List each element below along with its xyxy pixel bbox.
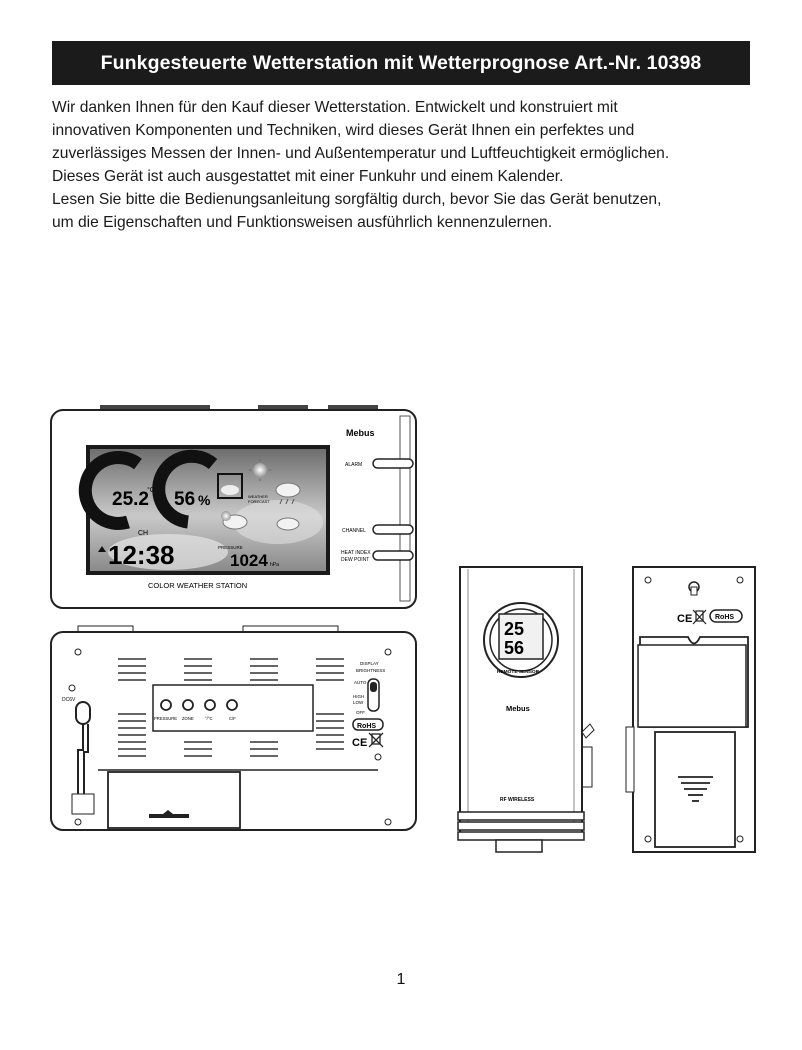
auto-label: AUTO: [354, 680, 367, 685]
humidity-unit: %: [198, 492, 211, 508]
high-label: HIGH: [353, 694, 365, 699]
station-back: [51, 626, 416, 830]
heat-index-button[interactable]: [373, 551, 413, 560]
display-label: DISPLAY: [360, 661, 379, 666]
ce-mark: CE: [352, 737, 368, 749]
forecast-label: FORECAST: [248, 499, 270, 504]
zone-button-label: ZONE: [182, 716, 194, 721]
sensor-front: [458, 567, 594, 852]
battery-door[interactable]: [108, 772, 240, 828]
intro-line: innovativen Komponenten und Techniken, wird dieses Gerät Ihnen ein perfektes und: [52, 122, 635, 139]
dew-point-label: DEW POINT: [341, 557, 370, 563]
sensor-temperature: 25: [504, 619, 525, 639]
pressure-button-label: PRESSURE: [154, 716, 178, 721]
stand-hinge: [72, 794, 94, 814]
sensor-brand: Mebus: [506, 704, 530, 713]
forecast-label: WEATHER: [248, 494, 268, 499]
sensor-base-ring: [458, 832, 584, 840]
document-title: Funkgesteuerte Wetterstation mit Wetterprognose Art.-Nr. 10398: [52, 41, 750, 85]
intro-line: Wir danken Ihnen für den Kauf dieser Wetterstation. Entwickelt und konstruiert mit: [52, 99, 618, 116]
intro-line: Lesen Sie bitte die Bedienungsanleitung sorgfältig durch, bevor Sie das Gerät benutzen,: [52, 191, 662, 208]
alarm-label: ALARM: [345, 462, 363, 468]
intro-paragraph: [52, 96, 772, 234]
remote-sensor-label: REMOTE SENSOR: [497, 670, 540, 675]
cf-button[interactable]: [227, 700, 237, 710]
brightness-label: BRIGHTNESS: [356, 668, 386, 673]
zone-button[interactable]: [183, 700, 193, 710]
channel-button[interactable]: [373, 525, 413, 534]
sensor-base-ring: [458, 822, 584, 830]
indoor-temperature: 25.2: [112, 489, 149, 510]
unit-button-label: °/°C: [205, 716, 213, 721]
intro-line: Dieses Gerät ist auch ausgestattet mit einer Funkuhr und einem Kalender.: [52, 168, 564, 185]
station-front: [51, 405, 416, 608]
off-label: OFF: [356, 710, 365, 715]
sensor-ce-mark: CE: [677, 613, 693, 625]
sensor-clip: [582, 724, 594, 738]
indoor-humidity: 56: [174, 489, 196, 510]
temp-unit: °C: [147, 487, 155, 494]
heat-index-label: HEAT INDEX: [341, 550, 371, 556]
sensor-rohs-text: RoHS: [715, 614, 735, 621]
side-clip: [626, 727, 634, 792]
unit-button[interactable]: [205, 700, 215, 710]
alarm-button[interactable]: [373, 459, 413, 468]
sensor-back: [626, 567, 755, 852]
pressure-label: PRESSURE: [218, 545, 243, 550]
low-label: LOW: [353, 700, 364, 705]
sun-icon: [253, 463, 267, 477]
intro-line: um die Eigenschaften und Funktionsweisen ausführlich kennenzulernen.: [52, 214, 553, 231]
pressure-unit: hPa: [270, 562, 279, 568]
sensor-foot: [496, 840, 542, 852]
rohs-text: RoHS: [357, 723, 377, 730]
cloud-icon: [277, 518, 299, 530]
model-label: COLOR WEATHER STATION: [148, 581, 248, 590]
cf-button-label: C/F: [229, 716, 236, 721]
sensor-base-ring: [458, 812, 584, 820]
station-brand: Mebus: [346, 428, 375, 438]
product-illustration: [48, 402, 768, 862]
channel-indicator: CH: [138, 530, 149, 537]
dc-label: DC6V: [62, 697, 76, 703]
rf-wireless-label: RF WIRELESS: [500, 797, 535, 803]
product-drawing: [48, 402, 768, 862]
page-number: 1: [396, 971, 406, 988]
pressure-value: 1024: [230, 551, 268, 570]
pressure-button[interactable]: [161, 700, 171, 710]
clock-time: 12:38: [108, 540, 175, 570]
dc-input-port[interactable]: [76, 702, 90, 724]
intro-line: zuverlässiges Messen der Innen- und Außentemperatur und Luftfeuchtigkeit ermöglichen.: [52, 145, 670, 162]
sensor-humidity: 56: [504, 638, 525, 658]
channel-label: CHANNEL: [342, 528, 366, 534]
rain-cloud-icon: [276, 483, 300, 497]
